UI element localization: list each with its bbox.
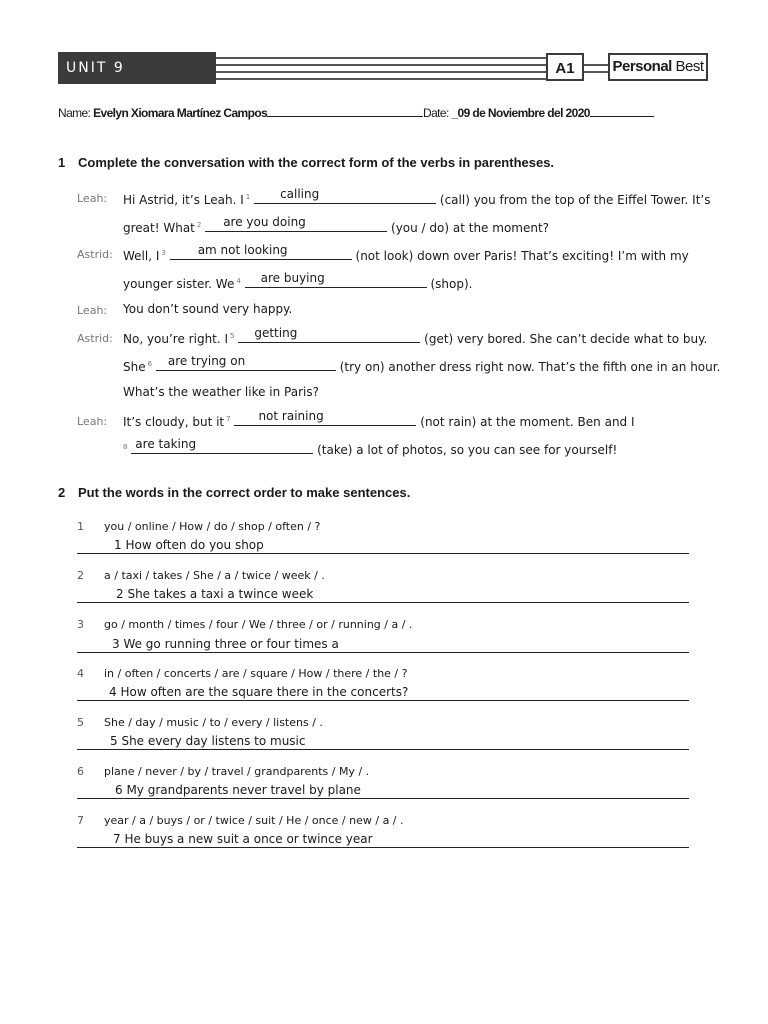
answer-text: are taking (135, 437, 197, 451)
conversation-line (123, 187, 711, 207)
gap-number: 6 (147, 360, 153, 368)
question-number: 6 (77, 765, 84, 778)
gap-number: 4 (236, 277, 241, 285)
brand-bold: Personal (612, 58, 672, 75)
conversation-line (123, 243, 689, 263)
gap-number: 7 (226, 415, 231, 423)
header-rule (584, 71, 608, 73)
gap-number: 1 (245, 193, 251, 201)
question-prompt: plane / never / by / travel / grandparents / My / . (104, 765, 370, 778)
answer-line (77, 749, 689, 750)
conversation-line (123, 271, 473, 291)
conversation-line: You don’t sound very happy. (123, 302, 293, 316)
header-rule (216, 57, 546, 59)
answer-text: am not looking (197, 243, 288, 257)
date-row (423, 104, 654, 120)
conversation-line (123, 215, 550, 235)
answer-blank[interactable] (234, 409, 416, 426)
line-text: (take) a lot of photos, so you can see for yourself! (317, 443, 618, 457)
answer-line (77, 553, 689, 554)
name-value: Evelyn Xiomara Martínez Campos (93, 106, 268, 120)
answer-line (77, 798, 689, 799)
exercise-instruction: Complete the conversation with the correct form of the verbs in parentheses. (78, 155, 555, 170)
answer-text[interactable]: 3 We go running three or four times a (112, 637, 339, 651)
line-text: No, you’re right. I (123, 332, 229, 346)
answer-text[interactable]: 4 How often are the square there in the concerts? (109, 685, 409, 699)
answer-text: are you doing (223, 215, 306, 229)
line-text: Hi Astrid, it’s Leah. I (123, 193, 244, 207)
answer-line (77, 700, 689, 701)
header-rule (584, 64, 608, 66)
line-text: (call) you from the top of the Eiffel Tower. It’s (439, 193, 711, 207)
line-text: Well, I (123, 249, 160, 263)
answer-blank[interactable] (131, 437, 313, 454)
question-prompt: you / online / How / do / shop / often / ? (104, 520, 321, 533)
question-number: 5 (77, 716, 84, 729)
gap-number: 3 (161, 249, 166, 257)
exercise-number: 2 (58, 485, 66, 500)
line-text: (not rain) at the moment. Ben and I (420, 415, 635, 429)
question-number: 4 (77, 667, 84, 680)
answer-text[interactable]: 6 My grandparents never travel by plane (115, 783, 361, 797)
answer-blank[interactable] (156, 354, 336, 371)
conversation-line (123, 437, 618, 457)
answer-text: calling (280, 187, 320, 201)
exercise-number: 1 (58, 155, 66, 170)
answer-line (77, 602, 689, 603)
speaker-astrid: Astrid: (77, 248, 113, 261)
line-text: She (123, 360, 146, 374)
conversation-line (123, 409, 635, 429)
answer-blank[interactable] (205, 215, 387, 232)
exercise-1-heading (58, 155, 554, 170)
line-text: It’s cloudy, but it (123, 415, 225, 429)
line-text: (you / do) at the moment? (391, 221, 550, 235)
gap-number: 5 (230, 332, 235, 340)
question-prompt: a / taxi / takes / She / a / twice / week / . (104, 569, 325, 582)
answer-blank[interactable] (254, 187, 436, 204)
name-underline (267, 104, 423, 117)
answer-text[interactable]: 2 She takes a taxi a twince week (116, 587, 314, 601)
line-text: (get) very bored. She can’t decide what to buy. (424, 332, 708, 346)
answer-text: getting (254, 326, 298, 340)
brand-regular: Best (675, 58, 704, 75)
question-prompt: She / day / music / to / every / listens / . (104, 716, 323, 729)
brand-logo (608, 53, 708, 81)
conversation-line (123, 354, 721, 374)
date-value: _09 de Noviembre del 2020 (451, 106, 590, 120)
question-number: 3 (77, 618, 84, 631)
line-text: (not look) down over Paris! That’s exciting! I’m with my (355, 249, 689, 263)
answer-line (77, 652, 689, 653)
gap-number: 8 (123, 443, 128, 451)
speaker-leah: Leah: (77, 192, 108, 205)
line-text: younger sister. We (123, 277, 235, 291)
question-prompt: go / month / times / four / We / three / or / running / a / . (104, 618, 413, 631)
answer-text[interactable]: 7 He buys a new suit a once or twince year (113, 832, 373, 846)
exercise-2-heading (58, 485, 410, 500)
answer-line (77, 847, 689, 848)
answer-blank[interactable] (245, 271, 427, 288)
answer-text: not raining (258, 409, 324, 423)
question-prompt: in / often / concerts / are / square / How / there / the / ? (104, 667, 408, 680)
line-text: (shop). (430, 277, 473, 291)
date-label: Date: (423, 106, 449, 120)
answer-text: are buying (260, 271, 325, 285)
question-number: 2 (77, 569, 84, 582)
answer-blank[interactable] (238, 326, 420, 343)
line-text: (try on) another dress right now. That’s the fifth one in an hour. (339, 360, 721, 374)
level-badge: A1 (546, 53, 584, 81)
question-number: 1 (77, 520, 84, 533)
conversation-line: What’s the weather like in Paris? (123, 385, 319, 399)
gap-number: 2 (196, 221, 202, 229)
header-rule (216, 71, 546, 73)
answer-blank[interactable] (170, 243, 352, 260)
answer-text[interactable]: 5 She every day listens to music (110, 734, 306, 748)
answer-text: are trying on (167, 354, 246, 368)
date-underline (590, 104, 654, 117)
question-prompt: year / a / buys / or / twice / suit / He / once / new / a / . (104, 814, 404, 827)
speaker-leah: Leah: (77, 304, 108, 317)
header-rule (216, 64, 546, 66)
answer-text[interactable]: 1 How often do you shop (114, 538, 264, 552)
speaker-astrid: Astrid: (77, 332, 113, 345)
speaker-leah: Leah: (77, 415, 108, 428)
name-label: Name: (58, 106, 91, 120)
conversation-line (123, 326, 708, 346)
exercise-instruction: Put the words in the correct order to make sentences. (78, 485, 411, 500)
unit-title: UNIT 9 GRAMMAR (58, 52, 216, 84)
header-rule (216, 78, 546, 80)
name-row (58, 104, 423, 120)
question-number: 7 (77, 814, 84, 827)
line-text: great! What (123, 221, 195, 235)
